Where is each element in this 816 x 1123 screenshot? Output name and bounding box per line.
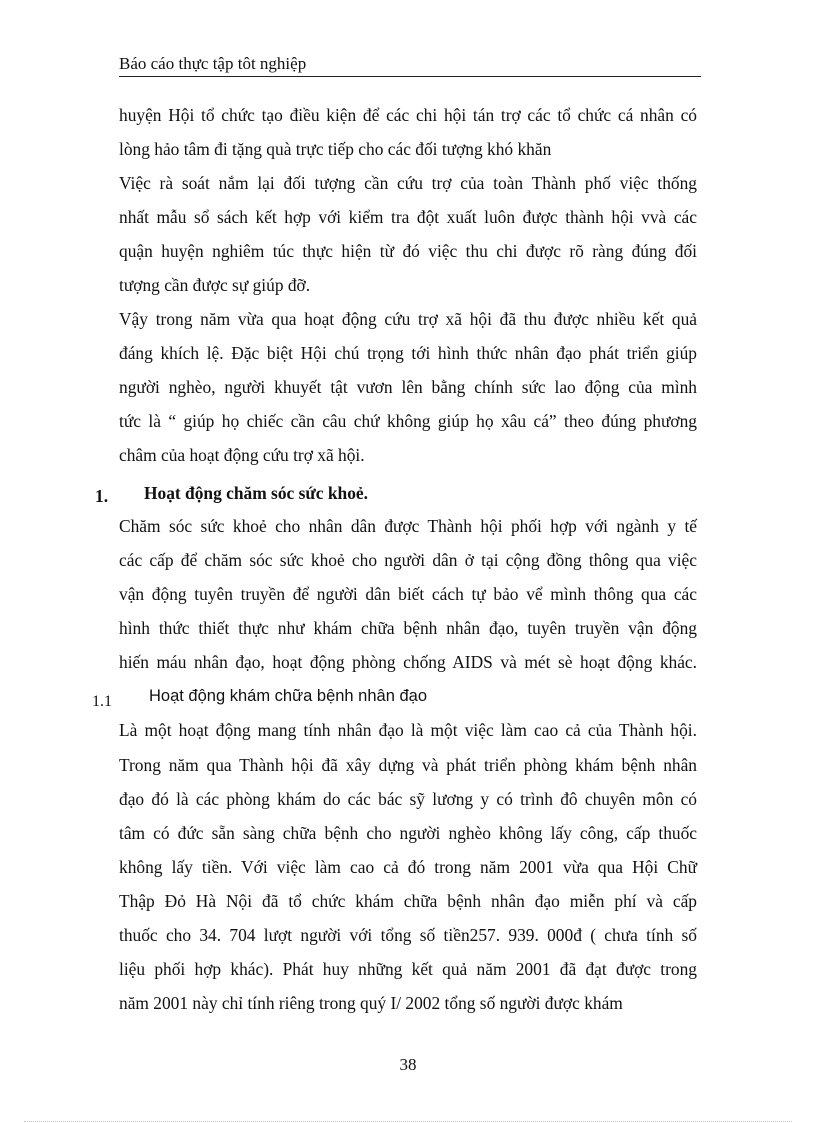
body-line: không lấy tiền. Với việc làm cao cả đó trong năm 2001 vừa qua Hội Chữ [119, 857, 697, 877]
section-number: 1. [95, 486, 109, 506]
body-line: thuốc cho 34. 704 lượt người với tổng số tiền257. 939. 000đ ( chưa tính số [119, 925, 697, 945]
body-line: vận động tuyên truyền để người dân biết cách tự bảo vể mình thông qua các [119, 584, 697, 604]
body-line: huyện Hội tổ chức tạo điều kiện để các chi hội tán trợ các tổ chức cá nhân có [119, 105, 697, 125]
page-number: 38 [399, 1055, 417, 1074]
body-line: hình thức thiết thực như khám chữa bệnh nhân đạo, tuyên truyền vận động [119, 618, 697, 638]
body-line: hiến máu nhân đạo, hoạt động phòng chống AIDS và mét sè hoạt động khác. [119, 652, 697, 672]
body-line: liệu phối hợp khác). Phát huy những kết quả năm 2001 đã đạt được trong [119, 959, 697, 979]
page-header: Báo cáo thực tập tôt nghiệp [119, 53, 701, 77]
body-line: các cấp để chăm sóc sức khoẻ cho người dân ở tại cộng đồng thông qua việc [119, 550, 697, 570]
body-line: lòng hảo tâm đi tặng quà trực tiếp cho các đối tượng khó khăn [119, 139, 552, 159]
body-line: người nghèo, người khuyết tật vươn lên bằng chính sức lao động của mình [119, 377, 697, 397]
body-line: Trong năm qua Thành hội đã xây dựng và phát triển phòng khám bệnh nhân [119, 755, 697, 775]
section-heading: Hoạt động chăm sóc sức khoẻ. [144, 483, 368, 503]
body-line: tức là “ giúp họ chiếc cần câu chứ không giúp họ xâu cá” theo đúng phương [119, 411, 697, 431]
body-line: Là một hoạt động mang tính nhân đạo là một việc làm cao cả của Thành hội. [119, 720, 697, 740]
body-line: Vậy trong năm vừa qua hoạt động cứu trợ xã hội đã thu được nhiều kết quả [119, 309, 697, 329]
body-line: châm của hoạt động cứu trợ xã hội. [119, 445, 365, 465]
page-edge-divider [24, 1121, 792, 1122]
body-line: đạo đó là các phòng khám do các bác sỹ lương y có trình đô chuyên môn có [119, 789, 697, 809]
body-line: Chăm sóc sức khoẻ cho nhân dân được Thành hội phối hợp với ngành y tế [119, 516, 697, 536]
body-line: Thập Đỏ Hà Nội đã tổ chức khám chữa bệnh nhân đạo miễn phí và cấp [119, 891, 697, 911]
subsection-heading: Hoạt động khám chữa bệnh nhân đạo [149, 687, 428, 705]
body-line: tượng cần được sự giúp đỡ. [119, 275, 311, 295]
body-line: Việc rà soát nắm lại đối tượng cần cứu trợ của toàn Thành phố việc thống [119, 173, 697, 193]
subsection-number: 1.1 [92, 693, 112, 710]
body-line: nhất mẫu sổ sách kết hợp với kiểm tra đột xuất luôn được thành hội vvà các [119, 207, 697, 227]
body-line: năm 2001 này chỉ tính riêng trong quý I/ 2002 tổng số người được khám [119, 993, 623, 1013]
body-line: đáng khích lệ. Đặc biệt Hội chú trọng tới hình thức nhân đạo phát triển giúp [119, 343, 697, 363]
body-line: quận huyện nghiêm túc thực hiện từ đó việc thu chi được rõ ràng đúng đối [119, 241, 697, 261]
body-line: tâm có đức sẵn sàng chữa bệnh cho người nghèo không lấy công, cấp thuốc [119, 823, 697, 843]
